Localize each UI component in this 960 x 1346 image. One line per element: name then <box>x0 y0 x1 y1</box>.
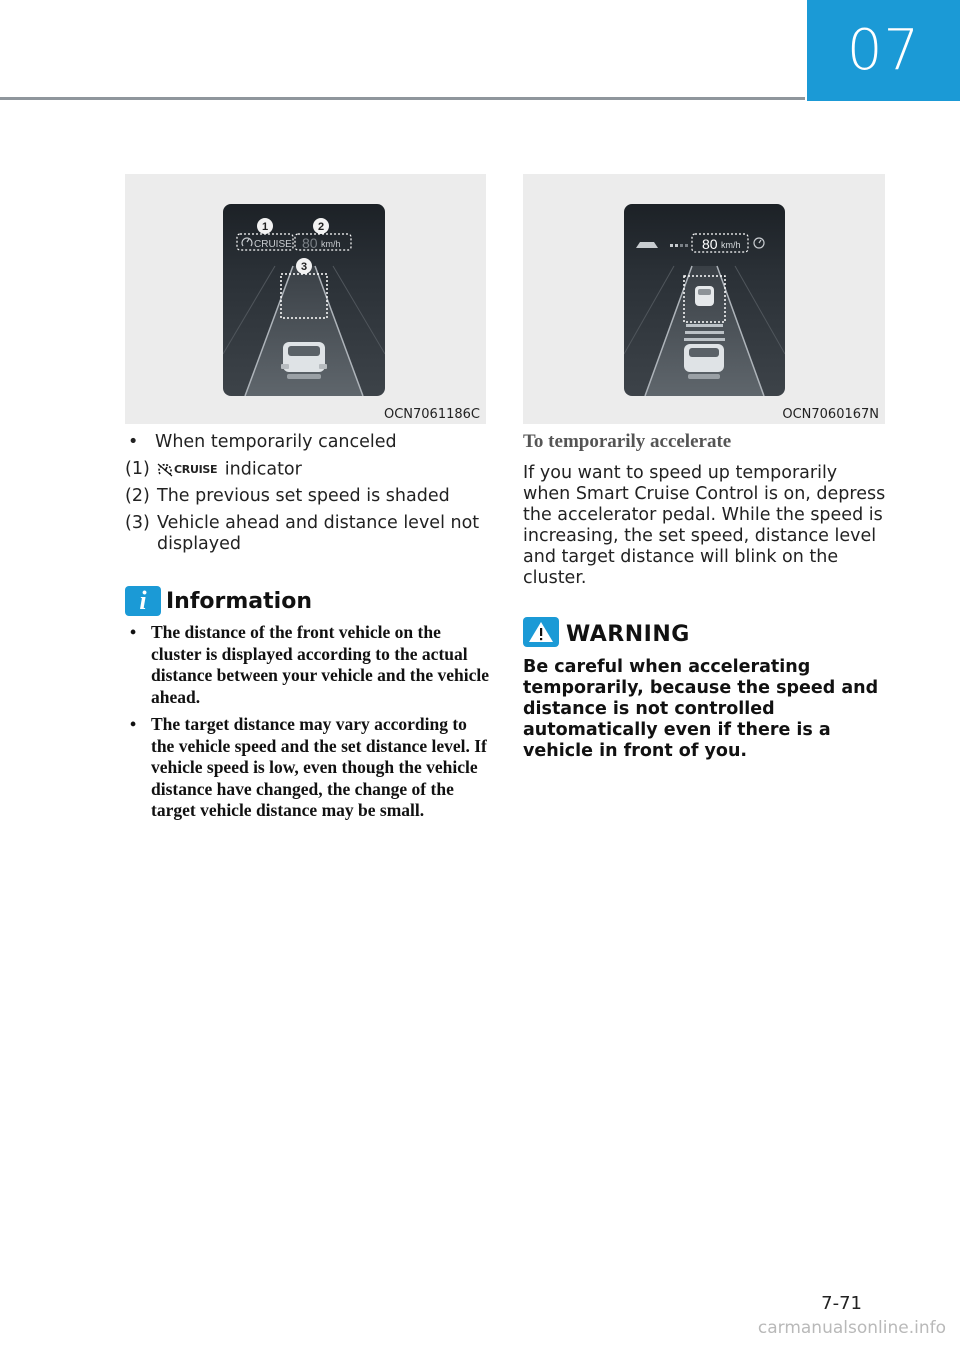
bullet-dot: • <box>128 432 156 452</box>
callout-2 <box>313 218 329 234</box>
cruise-indicator-label: CRUISE <box>174 463 218 476</box>
item-number: (1) <box>125 459 150 479</box>
svg-text:2: 2 <box>317 221 325 233</box>
cluster-speed-value: 80 <box>302 235 318 251</box>
bullet-text: When temporarily canceled <box>155 432 397 452</box>
vehicle-ahead-icon <box>695 286 714 306</box>
figure-cruise-canceled <box>125 174 486 424</box>
cluster-speed-unit: km/h <box>321 239 341 249</box>
item-text: indicator <box>224 459 302 480</box>
page-number: 7-71 <box>821 1293 862 1314</box>
cluster-speed-unit: km/h <box>721 240 741 250</box>
watermark: carmanualsonline.info <box>757 1318 946 1338</box>
warning-title: WARNING <box>566 622 690 647</box>
item-number: (2) <box>125 486 150 506</box>
figure-temporary-accelerate <box>523 174 885 424</box>
cluster-speed-value: 80 <box>702 236 718 252</box>
info-bullets <box>128 622 490 828</box>
warning-text: Be careful when accelerating temporarily, because the speed and distance is not controlled automatically even if there is a vehicle in front of you. <box>523 657 879 761</box>
cluster-display <box>624 204 785 396</box>
warning-icon <box>523 617 559 647</box>
callout-3 <box>296 258 312 274</box>
figure-code: OCN7060167N <box>782 407 879 422</box>
chapter-tab: 07 <box>807 0 960 101</box>
item-text: The previous set speed is shaded <box>157 486 450 506</box>
info-icon: i <box>125 586 161 616</box>
cluster-cruise-label: CRUISE <box>254 239 292 250</box>
accelerate-paragraph: If you want to speed up temporarily when Smart Cruise Control is on, depress the accelerator pedal. While the speed is increasing, the set speed, distance level and target distance will blink on the cluster. <box>523 463 886 588</box>
info-title: Information <box>166 589 312 614</box>
callout-1 <box>257 218 273 234</box>
svg-text:1: 1 <box>261 221 269 233</box>
bullet-when-canceled <box>128 432 397 453</box>
info-bullet: • The distance of the front vehicle on the cluster is displayed according to the actual distance between your vehicle and the vehicle ahead. <box>128 622 490 708</box>
cluster-display <box>223 204 385 396</box>
info-bullet: • The target distance may vary according to the vehicle speed and the set distance level. If vehicle speed is low, even though the vehicle distance have changed, the change of the target vehicle distance may be small. <box>128 714 490 822</box>
item-number: (3) <box>125 513 150 533</box>
section-heading: To temporarily accelerate <box>523 431 732 452</box>
cruise-indicator-icon <box>157 459 217 480</box>
figure-code: OCN7061186C <box>383 407 480 422</box>
svg-text:3: 3 <box>300 261 308 273</box>
item-text: Vehicle ahead and distance level not displayed <box>157 513 480 554</box>
header-rule <box>0 97 805 100</box>
